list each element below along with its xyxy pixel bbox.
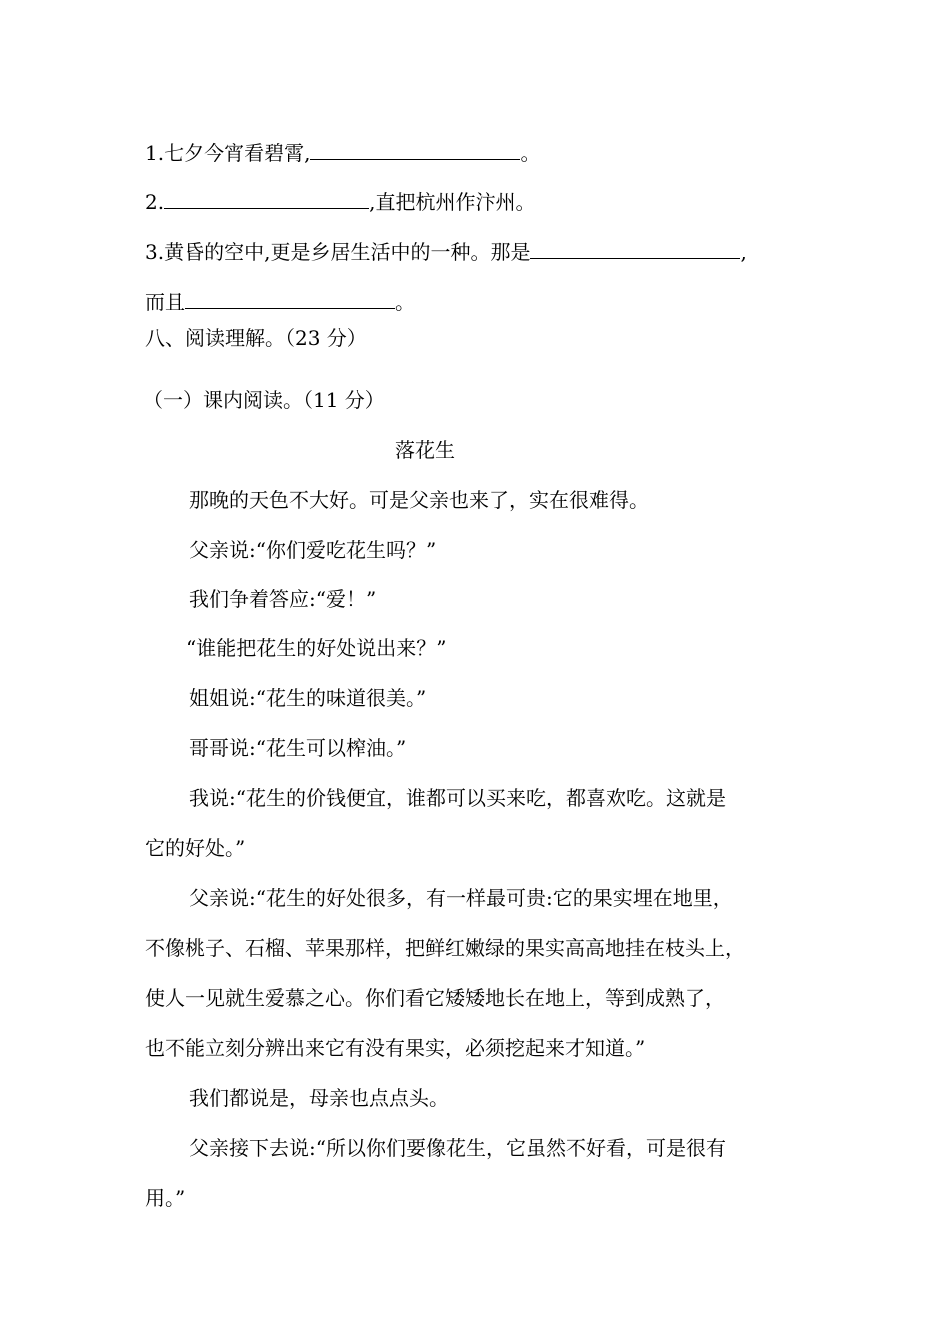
- passage-line: 姐姐说:“花生的味道很美。”: [189, 686, 427, 710]
- fill-blank-2[interactable]: [164, 188, 369, 209]
- passage-line: 用。”: [145, 1186, 186, 1210]
- fill-item-2-prefix: 2.: [145, 190, 165, 214]
- fill-item-2-suffix: ,直把杭州作汴州。: [369, 190, 536, 214]
- passage-line: 父亲说:“花生的好处很多，有一样最可贵:它的果实埋在地里，: [189, 886, 733, 910]
- fill-blank-3b[interactable]: [185, 288, 395, 309]
- fill-item-1-suffix: 。: [520, 141, 541, 165]
- fill-item-1: [145, 139, 540, 167]
- fill-item-3-suffix: ,: [740, 240, 747, 264]
- passage-title: 落花生: [395, 438, 455, 462]
- fill-blank-1[interactable]: [310, 139, 520, 160]
- passage-line: 它的好处。”: [145, 836, 246, 860]
- fill-item-3-line2-prefix: 而且: [145, 290, 185, 314]
- passage-line: 我们都说是，母亲也点点头。: [189, 1086, 449, 1110]
- fill-item-3-line2-suffix: 。: [395, 290, 415, 314]
- passage-line: 父亲说:“你们爱吃花生吗？”: [189, 538, 437, 562]
- passage-line: 哥哥说:“花生可以榨油。”: [189, 736, 407, 760]
- fill-item-3-prefix: 3.黄昏的空中,更是乡居生活中的一种。那是: [145, 240, 531, 264]
- passage-line: “谁能把花生的好处说出来？”: [186, 636, 447, 660]
- part-1-title: （一）课内阅读。（11 分）: [143, 388, 385, 412]
- passage-line: 我说:“花生的价钱便宜，谁都可以买来吃，都喜欢吃。这就是: [189, 786, 726, 810]
- fill-item-2: [145, 188, 535, 216]
- passage-line: 我们争着答应:“爱！”: [189, 587, 377, 611]
- fill-blank-3a[interactable]: [530, 238, 740, 259]
- section-8-title: 八、阅读理解。（23 分）: [145, 326, 367, 350]
- passage-line: 那晚的天色不大好。可是父亲也来了，实在很难得。: [189, 488, 649, 512]
- passage-line: 使人一见就生爱慕之心。你们看它矮矮地长在地上，等到成熟了，: [145, 986, 725, 1010]
- fill-item-3: [145, 238, 747, 266]
- fill-item-3-continued: [145, 288, 415, 316]
- passage-line: 父亲接下去说:“所以你们要像花生，它虽然不好看，可是很有: [189, 1136, 726, 1160]
- passage-line: 不像桃子、石榴、苹果那样，把鲜红嫩绿的果实高高地挂在枝头上，: [145, 936, 745, 960]
- passage-line: 也不能立刻分辨出来它有没有果实，必须挖起来才知道。”: [145, 1036, 646, 1060]
- fill-item-1-prefix: 1.七夕今宵看碧霄,: [145, 141, 311, 165]
